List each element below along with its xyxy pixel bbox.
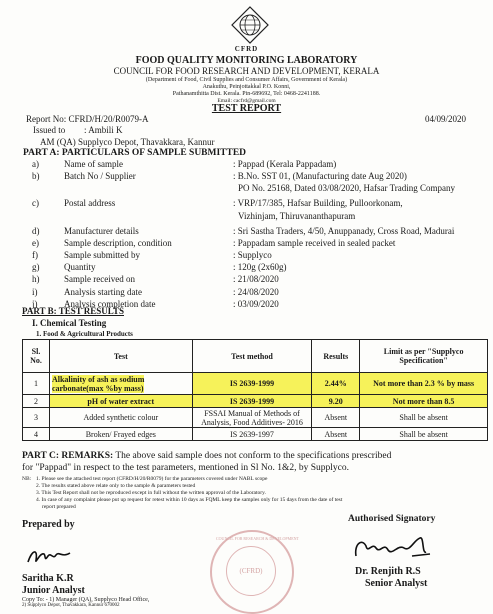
part-c-remarks	[22, 451, 391, 461]
row-1-limit: Not more than 2.3 % by mass	[360, 373, 488, 395]
part-a-row-label: Analysis starting date	[64, 286, 142, 297]
part-a-row-value: : B.No. SST 01, (Manufacturing date Aug 2020)	[233, 171, 407, 182]
row-2-method: IS 2639-1999	[192, 395, 312, 408]
part-a-row-key: a)	[32, 159, 39, 169]
part-a-row-key: g)	[32, 262, 40, 273]
note-4: 4. In case of any complaint please put up request for retest within 10 days as FQML keep the samples only for 15 days from the date of test	[36, 497, 343, 503]
note-2: 2. The results stated above relate only to the sample & parameters tested	[36, 483, 196, 489]
report-date: 04/09/2020	[425, 114, 467, 124]
email-line: Email: cacfrd@gmail.com	[217, 98, 276, 104]
table-row	[23, 373, 488, 395]
results-header-row	[23, 340, 488, 373]
row-4-sl: 4	[23, 428, 50, 441]
right-signatory-title: Senior Analyst	[365, 578, 428, 589]
table-row	[23, 395, 488, 408]
senior-analyst-signature-icon	[352, 534, 442, 564]
report-number: Report No: CFRD/H/20/R0079-A	[26, 114, 149, 124]
row-2-result: 9.20	[312, 395, 360, 408]
part-a-row-value: : Supplyco	[233, 250, 272, 260]
part-a-row-value: : 03/09/2020	[233, 298, 279, 309]
chemical-testing-heading: I. Chemical Testing	[32, 318, 107, 328]
part-a-row-key: d)	[32, 225, 40, 236]
part-a-row-value: : Pappadam sample received in sealed packet	[233, 237, 396, 248]
part-a-row-value: : Pappad (Kerala Pappadam)	[233, 159, 337, 169]
part-a-row-key: h)	[32, 274, 40, 285]
stamp-center-text: (CFRD)	[226, 546, 276, 596]
part-a-row-key: i)	[32, 286, 38, 297]
part-a-row-key: e)	[32, 237, 39, 248]
part-a-row-key: c)	[32, 198, 39, 209]
report-title: TEST REPORT	[211, 103, 282, 114]
col-limit: Limit as per "Supplyco Specification"	[360, 340, 488, 373]
issued-to-label: Issued to	[33, 125, 66, 135]
note-3: 3. This Test Report shall not be reproduced except in full without the written approval of the Laboratory.	[36, 490, 266, 496]
council-name: COUNCIL FOR FOOD RESEARCH AND DEVELOPMENT, KERALA	[113, 66, 380, 76]
part-a-row-label: Name of sample	[64, 159, 123, 169]
issued-to-address: AM (QA) Supplyco Depot, Thavakkara, Kannur	[40, 137, 215, 147]
part-a-row-label: Postal address	[64, 198, 116, 209]
part-c-title: PART C: REMARKS:	[22, 451, 114, 461]
remarks-line-1: The above said sample does not conform to the specifications prescribed	[115, 451, 392, 461]
part-b-title: PART B: TEST RESULTS	[22, 306, 124, 316]
col-test: Test	[49, 340, 192, 373]
part-a-row-value: PO No. 25168, Dated 03/08/2020, Hafsar Trading Company	[238, 183, 455, 194]
row-3-test: Added synthetic colour	[49, 408, 192, 428]
part-a-row-label: Batch No / Supplier	[64, 171, 136, 182]
part-a-row-label: Manufacturer details	[64, 225, 139, 236]
row-3-method: FSSAI Manual of Methods of Analysis, Food Additives- 2016	[192, 408, 312, 428]
notes-nb: NB:	[22, 476, 32, 482]
row-1-method: IS 2639-1999	[192, 373, 312, 395]
logo-text: CFRD	[234, 45, 259, 53]
part-a-row-label: Analysis completion date	[64, 298, 156, 309]
remarks-line-2: for "Pappad" in respect to the test parameters, mentioned in Sl No. 1&2, by Supplyco.	[22, 463, 349, 473]
row-2-sl: 2	[23, 395, 50, 408]
part-a-row-value: : VRP/17/385, Hafsar Building, Pulloorkonam,	[233, 198, 403, 209]
col-results: Results	[312, 340, 360, 373]
cfrd-globe-logo-icon	[231, 6, 269, 44]
row-1-test-text: Alkalinity of ash as sodium carbonate(max %by mass)	[51, 374, 145, 393]
col-test-method: Test method	[192, 340, 312, 373]
part-a-row-label: Sample submitted by	[64, 250, 140, 260]
note-4-continued: report prepared	[42, 504, 76, 510]
results-table	[22, 339, 488, 441]
row-3-limit: Shall be absent	[360, 408, 488, 428]
right-signatory-name: Dr. Renjith R.S	[355, 566, 421, 577]
stamp-ring-text: COUNCIL FOR RESEARCH & DEVELOPMENT	[216, 536, 299, 541]
row-4-test: Broken/ Frayed edges	[49, 428, 192, 441]
address-line-2: Pathanamthitta Dist. Kerala. Pin-689692, Tel: 0468-2241188.	[172, 91, 321, 97]
row-3-sl: 3	[23, 408, 50, 428]
table-row	[23, 428, 488, 441]
prepared-by-label: Prepared by	[22, 519, 75, 530]
lab-name: FOOD QUALITY MONITORING LABORATORY	[135, 55, 358, 66]
junior-analyst-signature-icon	[26, 546, 72, 568]
authorised-signatory-label: Authorised Signatory	[348, 514, 436, 524]
row-1-sl: 1	[23, 373, 50, 395]
col-sl-no: Sl. No.	[23, 340, 50, 373]
row-2-test: pH of water extract	[49, 395, 192, 408]
part-a-row-value: : 24/08/2020	[233, 286, 279, 297]
part-a-row-value: : 120g (2x60g)	[233, 262, 287, 273]
row-4-limit: Shall be absent	[360, 428, 488, 441]
row-2-limit: Not more than 8.5	[360, 395, 488, 408]
copy-to-line: Copy To: - 1) Manager (QA), Supplyco Head Office,	[22, 597, 150, 603]
department-line: (Department of Food, Civil Supplies and Consumer Affairs, Government of Kerala)	[145, 77, 348, 83]
row-4-result: Absent	[312, 428, 360, 441]
part-a-row-key: f)	[32, 250, 38, 260]
copy-to-line-2: 2) Supplyco Depot, Thavakkara, Kannur 670002	[22, 603, 120, 608]
part-a-row-key: b)	[32, 171, 40, 182]
cfrd-seal-stamp-icon	[210, 530, 299, 614]
row-1-test	[49, 373, 192, 395]
part-a-row-value: Vizhinjam, Thiruvananthapuram	[238, 210, 356, 221]
part-a-title: PART A: PARTICULARS OF SAMPLE SUBMITTED	[23, 148, 247, 158]
part-a-row-label: Sample received on	[64, 274, 135, 285]
table-row	[23, 408, 488, 428]
address-line-1: Anakuthu, Peinjottakkal P.O. Konni,	[202, 84, 291, 90]
food-products-heading: 1. Food & Agricultural Products	[36, 330, 133, 338]
issued-to-value: : Ambili K	[84, 125, 123, 135]
part-a-row-key: j)	[32, 298, 38, 309]
part-a-row-value: : 21/08/2020	[233, 274, 279, 285]
left-signatory-name: Saritha K.R	[22, 573, 74, 584]
part-a-row-value: : Sri Sastha Traders, 4/50, Anuppanady, Cross Road, Madurai	[233, 225, 455, 236]
row-3-result: Absent	[312, 408, 360, 428]
row-4-method: IS 2639-1997	[192, 428, 312, 441]
part-a-row-label: Sample description, condition	[64, 237, 172, 248]
note-1: 1. Please see the attached test report (CFRD/H/20/R0079) for the parameters covered under NABL scope	[36, 476, 268, 482]
part-a-row-label: Quantity	[64, 262, 96, 273]
left-signatory-title: Junior Analyst	[22, 585, 85, 596]
row-1-result: 2.44%	[312, 373, 360, 395]
